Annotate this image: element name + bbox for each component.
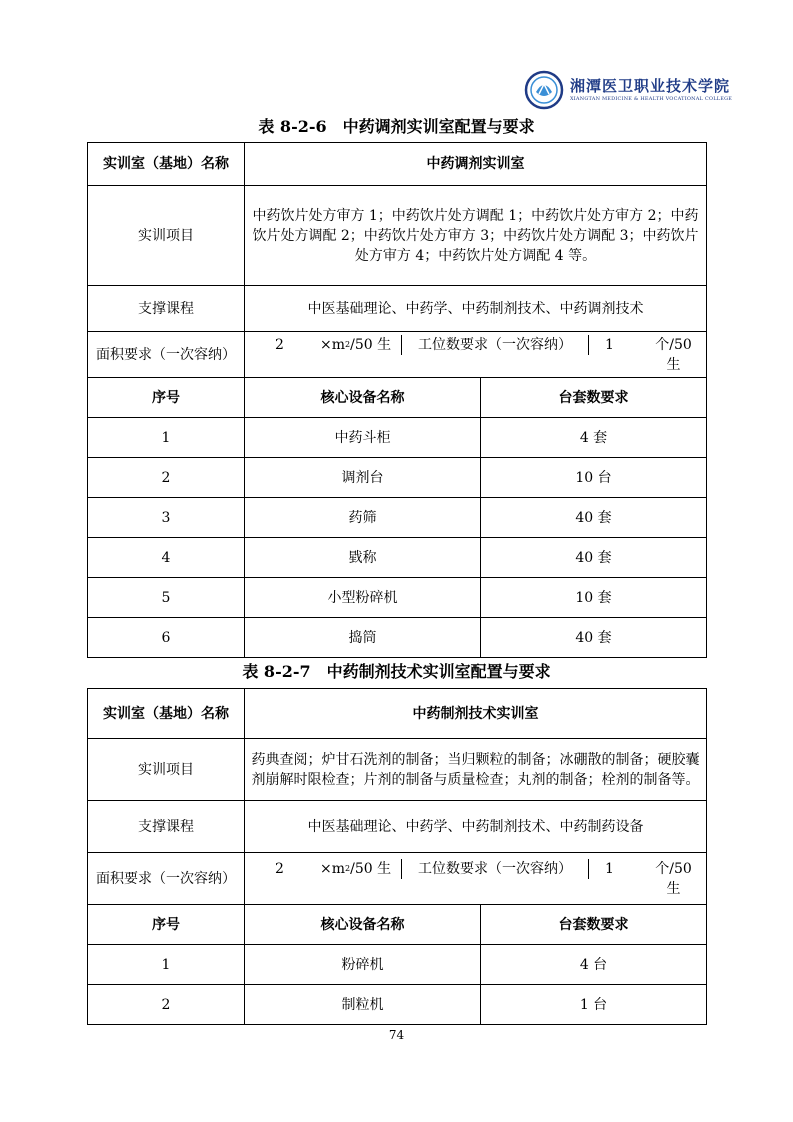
row-no: 2 [88, 985, 245, 1025]
college-logo [524, 70, 732, 110]
area-label: 面积要求（一次容纳） [88, 853, 245, 905]
table-caption: 表 8-2-6 中药调剂实训室配置与要求 [258, 117, 535, 136]
station-label: 工位数要求（一次容纳） [402, 335, 589, 355]
row-equipment: 戥称 [245, 538, 481, 578]
lab-config-table [87, 688, 707, 1025]
table-row [88, 945, 707, 985]
courses-value: 中医基础理论、中药学、中药制剂技术、中药调剂技术 [245, 286, 707, 332]
lab-name-label: 实训室（基地）名称 [88, 143, 245, 186]
row-no: 5 [88, 578, 245, 618]
logo-english-name: XIANGTAN MEDICINE & HEALTH VOCATIONAL COLLEGE [570, 96, 733, 102]
lab-name-value: 中药调剂实训室 [245, 143, 707, 186]
row-quantity: 4 套 [481, 418, 707, 458]
row-no: 4 [88, 538, 245, 578]
projects-value: 中药饮片处方审方 1；中药饮片处方调配 1；中药饮片处方审方 2；中药饮片处方调配 2；中药饮片处方审方 3；中药饮片处方调配 3；中药饮片处方审方 4；中药饮片处方调配 4 等。 [245, 186, 707, 286]
row-equipment: 小型粉碎机 [245, 578, 481, 618]
col-header-no: 序号 [88, 378, 245, 418]
area-label: 面积要求（一次容纳） [88, 332, 245, 378]
row-equipment: 粉碎机 [245, 945, 481, 985]
row-quantity: 40 套 [481, 498, 707, 538]
table-row [88, 498, 707, 538]
row-equipment: 药筛 [245, 498, 481, 538]
row-equipment: 调剂台 [245, 458, 481, 498]
logo-chinese-name: 湘潭医卫职业技术学院 [570, 77, 731, 95]
row-equipment: 捣筒 [245, 618, 481, 658]
col-header-quantity: 台套数要求 [481, 378, 707, 418]
col-header-equipment: 核心设备名称 [245, 378, 481, 418]
college-emblem-icon [524, 70, 564, 110]
row-equipment: 中药斗柜 [245, 418, 481, 458]
lab-name-label: 实训室（基地）名称 [88, 689, 245, 739]
lab-name-value: 中药制剂技术实训室 [245, 689, 707, 739]
area-station-cell [245, 853, 707, 905]
table-row [88, 618, 707, 658]
area-value: 2 [275, 336, 284, 353]
row-no: 6 [88, 618, 245, 658]
col-header-quantity: 台套数要求 [481, 905, 707, 945]
row-quantity: 10 台 [481, 458, 707, 498]
area-unit: ×m 2 /50 生 [312, 859, 402, 879]
row-quantity: 4 台 [481, 945, 707, 985]
table-row [88, 985, 707, 1025]
area-unit: ×m 2 /50 生 [312, 335, 402, 355]
courses-label: 支撑课程 [88, 801, 245, 853]
row-quantity: 40 套 [481, 618, 707, 658]
row-quantity: 10 套 [481, 578, 707, 618]
page-number: 74 [388, 1028, 405, 1042]
courses-label: 支撑课程 [88, 286, 245, 332]
projects-label: 实训项目 [88, 739, 245, 801]
col-header-equipment: 核心设备名称 [245, 905, 481, 945]
courses-value: 中医基础理论、中药学、中药制剂技术、中药制药设备 [245, 801, 707, 853]
table-row [88, 578, 707, 618]
station-value: 1 [605, 860, 614, 877]
table-caption: 表 8-2-7 中药制剂技术实训室配置与要求 [242, 662, 551, 681]
col-header-no: 序号 [88, 905, 245, 945]
row-no: 1 [88, 945, 245, 985]
projects-value: 药典查阅；炉甘石洗剂的制备；当归颗粒的制备；冰硼散的制备；硬胶囊剂崩解时限检查；片剂的制备与质量检查；丸剂的制备；栓剂的制备等。 [245, 739, 707, 801]
row-quantity: 1 台 [481, 985, 707, 1025]
table-row [88, 458, 707, 498]
row-quantity: 40 套 [481, 538, 707, 578]
station-unit: 个/50 生 [655, 336, 692, 373]
row-no: 3 [88, 498, 245, 538]
row-no: 2 [88, 458, 245, 498]
projects-label: 实训项目 [88, 186, 245, 286]
area-value: 2 [275, 860, 284, 877]
station-unit: 个/50 生 [655, 860, 692, 897]
table-row [88, 538, 707, 578]
area-station-cell [245, 332, 707, 378]
table-row [88, 418, 707, 458]
station-label: 工位数要求（一次容纳） [402, 859, 589, 879]
lab-config-table [87, 142, 707, 658]
row-equipment: 制粒机 [245, 985, 481, 1025]
row-no: 1 [88, 418, 245, 458]
station-value: 1 [605, 336, 614, 353]
